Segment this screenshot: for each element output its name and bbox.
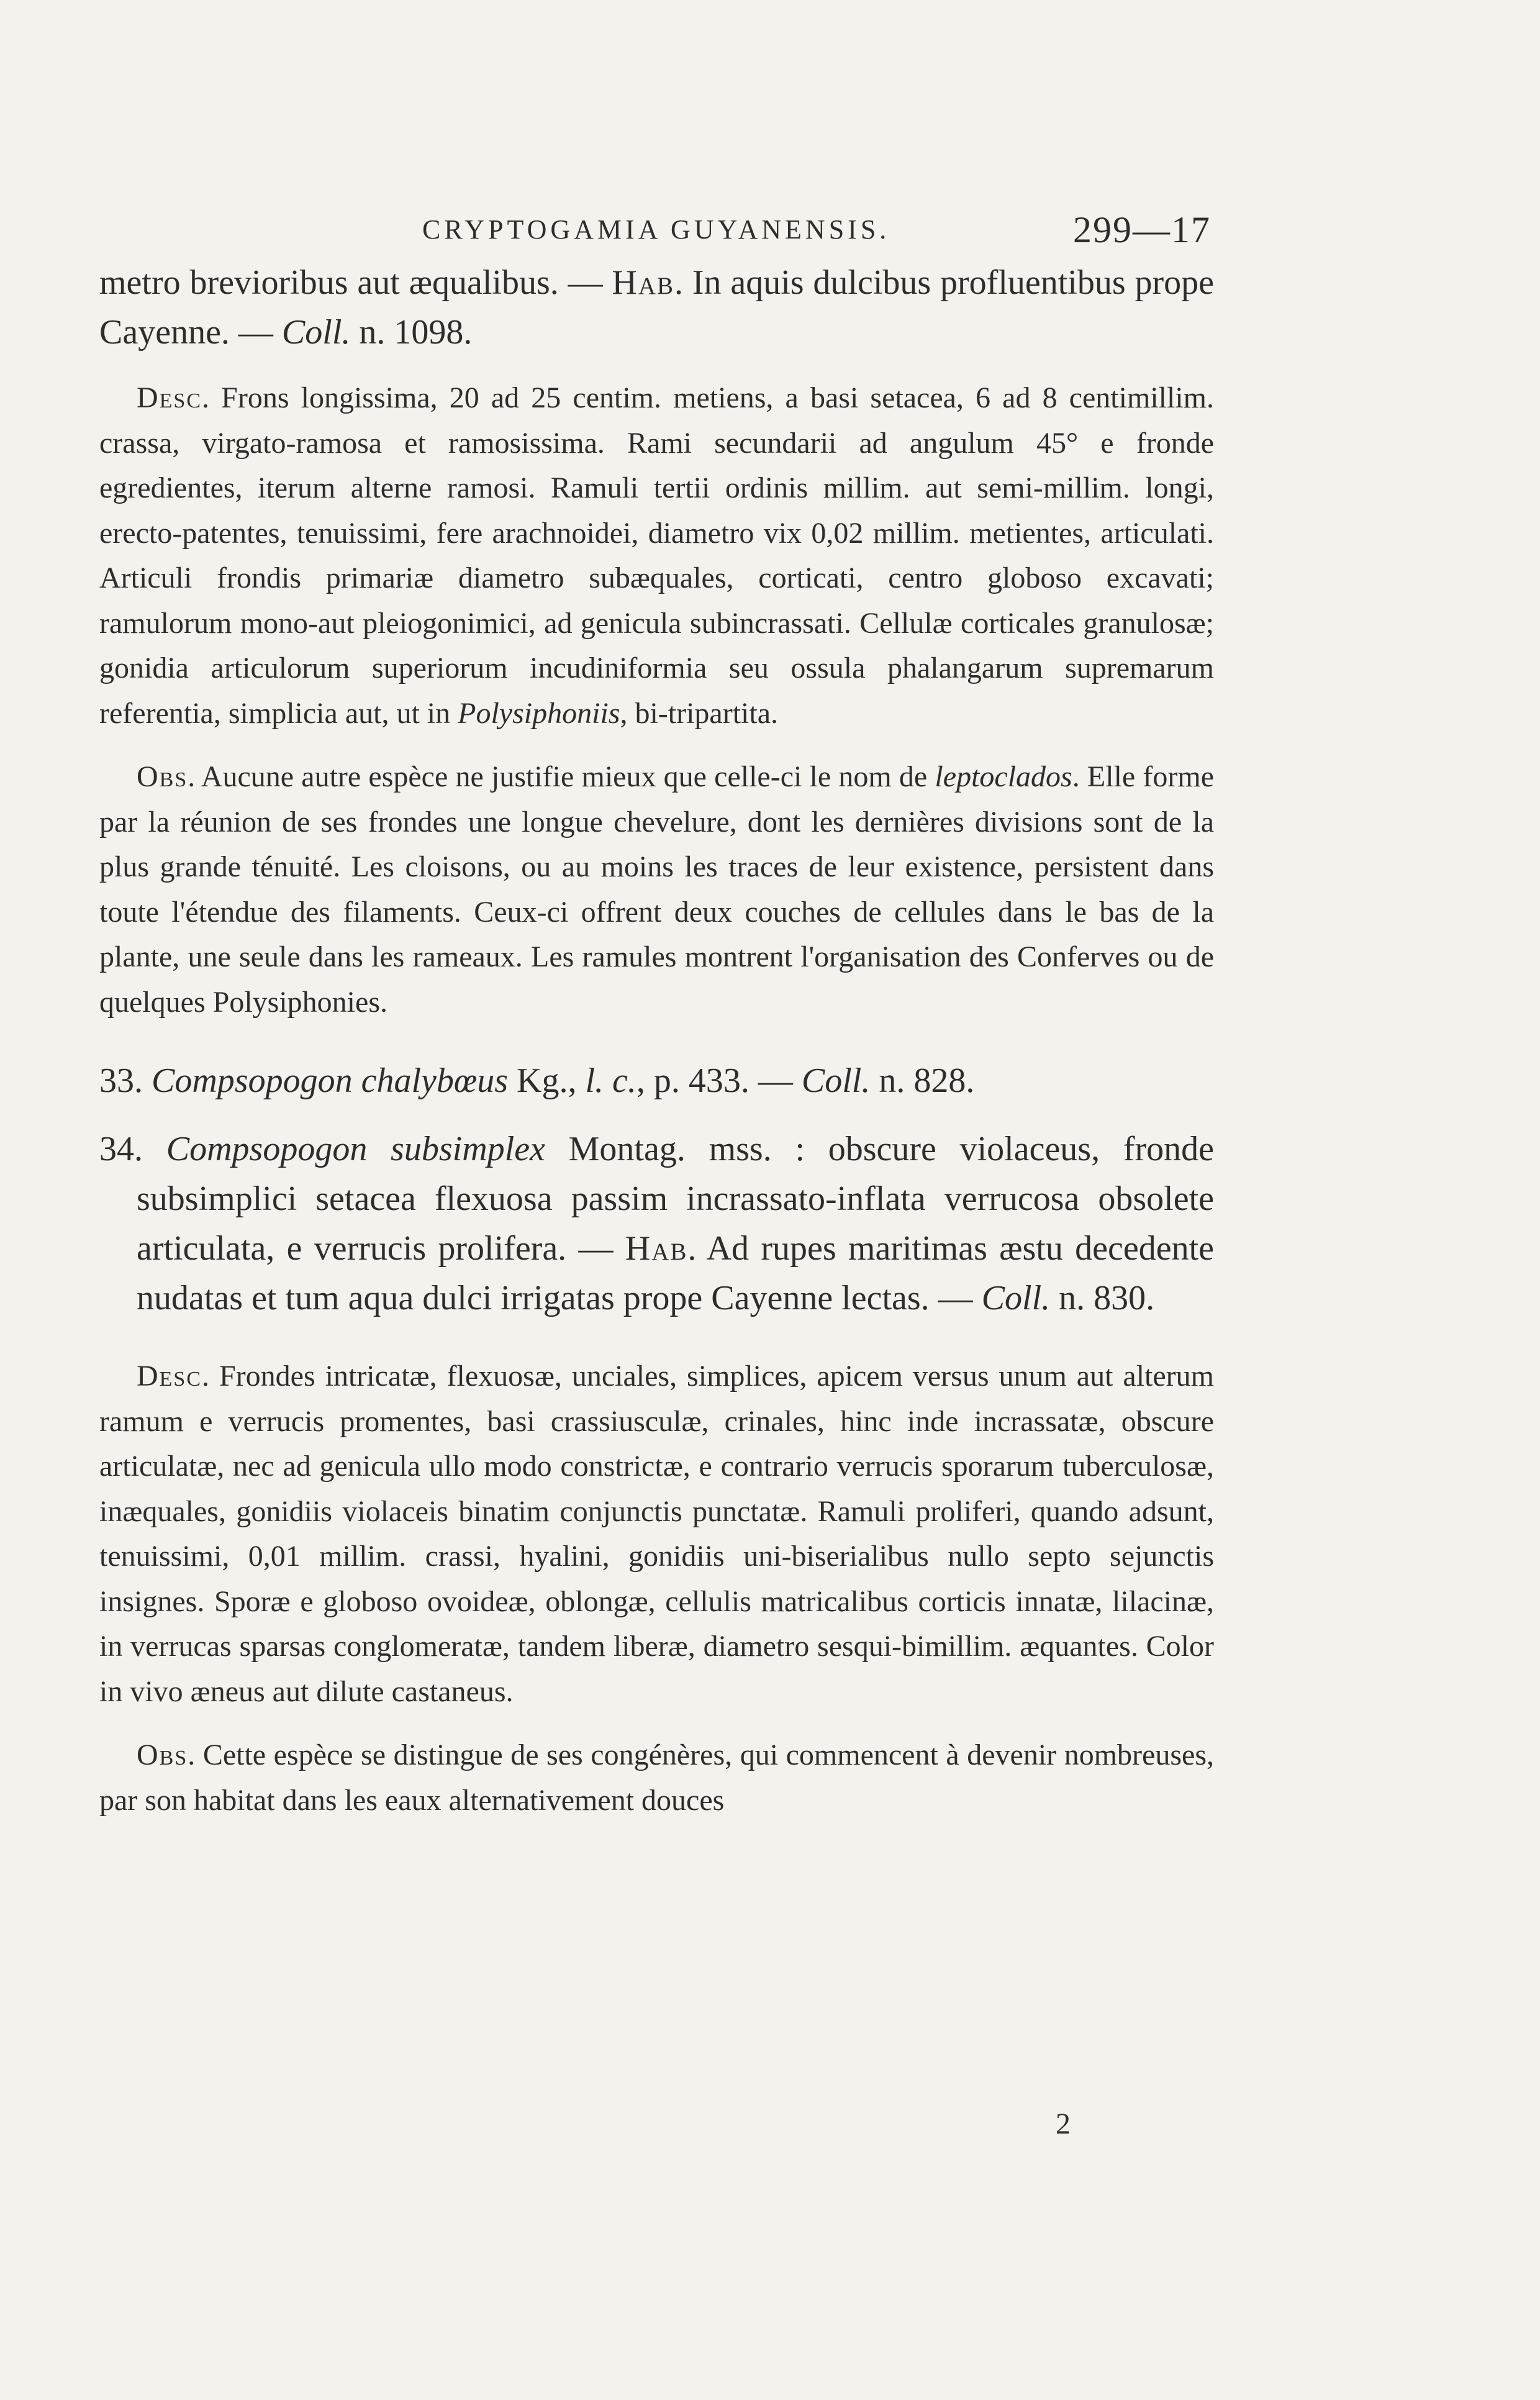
hab-label: Hab — [612, 263, 675, 302]
signature-mark: 2 — [1056, 2107, 1071, 2140]
entry-number: 33. — [99, 1061, 152, 1100]
running-title: CRYPTOGAMIA GUYANENSIS. — [422, 214, 890, 245]
species-name: Compsopogon subsimplex — [166, 1130, 545, 1168]
obs-label: Obs — [137, 1739, 188, 1771]
hab-label: Hab — [625, 1229, 688, 1268]
species-entry-33: 33. Compsopogon chalybœus Kg., l. c., p. 433. — Coll. n. 828. — [99, 1061, 975, 1100]
description-paragraph: Desc. Frondes intricatæ, flexuosæ, unciales, simplices, apicem versus unum aut alterum ramum e verrucis promentes, basi crassiusculæ, crinales, hinc inde incrassatæ, obscure articulatæ, nec ad genicula ullo modo constrictæ, e contrario verrucis sporarum tuberculosæ, inæquales, gonidiis violaceis binatim conjunctis punctatæ. Ramuli proliferi, quando adsunt, tenuissimi, 0,01 millim. crassi, hyalini, gonidiis uni-biserialibus nullo septo sejunctis insignes. Sporæ e globoso ovoideæ, oblongæ, cellulis matricalibus corticis innatæ, lilacinæ, in verrucas sparsas conglomeratæ, tandem liberæ, diametro sesqui-bimillim. æquantes. Color in vivo æneus aut dilute castaneus. — [99, 1360, 1214, 1708]
desc-label: Desc — [137, 381, 202, 414]
observation-paragraph: Obs. Aucune autre espèce ne justifie mieux que celle-ci le nom de leptoclados. Elle forme par la réunion de ses frondes une longue chevelure, dont les dernières divisions sont de la plus grande ténuité. Les cloisons, ou au moins les traces de leur existence, persistent dans toute l'étendue des filaments. Ceux-ci offrent deux couches de cellules dans le bas de la plante, une seule dans les rameaux. Les ramules montrent l'organisation des Conferves ou de quelques Polysiphonies. — [99, 760, 1215, 1019]
desc-label: Desc — [137, 1360, 202, 1393]
coll-label: Coll. — [801, 1061, 871, 1100]
species-name: Compsopogon chalybœus — [152, 1061, 508, 1100]
italic-term: Polysiphoniis — [458, 696, 620, 730]
running-header — [130, 205, 1211, 255]
coll-label: Coll. — [281, 313, 351, 352]
page-number: 299—17 — [1073, 209, 1211, 250]
italic-term: leptoclados — [935, 760, 1072, 793]
coll-label: Coll. — [981, 1279, 1051, 1317]
page-body — [99, 258, 1214, 1823]
species-entry-34: 34. Compsopogon subsimplex Montag. mss. : obscure violaceus, fronde subsimplici setacea flexuosa passim incrassato-inflata verrucosa obsolete articulata, e verrucis prolifera. — Hab. Ad rupes maritimas æstu decedente nudatas et tum aqua dulci irrigatas prope Cayenne lectas. — Coll. n. 830. — [99, 1130, 1214, 1317]
continuation-paragraph: metro brevioribus aut æqualibus. — Hab. In aquis dulcibus profluentibus prope Cayenne. — Coll. n. 1098. — [99, 263, 1214, 352]
observation-paragraph: Obs. Cette espèce se distingue de ses congénères, qui commencent à devenir nombreuses, par son habitat dans les eaux alternativement douces — [99, 1739, 1214, 1817]
obs-label: Obs — [137, 760, 188, 793]
entry-number: 34. — [99, 1130, 166, 1168]
description-paragraph: Desc. Frons longissima, 20 ad 25 centim. metiens, a basi setacea, 6 ad 8 centimillim. crassa, virgato-ramosa et ramosissima. Rami secundarii ad angulum 45° e fronde egredientes, iterum alterne ramosi. Ramuli tertii ordinis millim. aut semi-millim. longi, erecto-patentes, tenuissimi, fere arachnoidei, diametro vix 0,02 millim. metientes, articulati. Articuli frondis primariæ diametro subæquales, corticati, centro globoso excavati; ramulorum mono-aut pleiogonimici, ad genicula subincrassati. Cellulæ corticales granulosæ; gonidia articulorum superiorum incudiniformia seu ossula phalangarum supremarum referentia, simplicia aut, ut in Polysiphoniis, bi-tripartita. — [99, 381, 1214, 730]
